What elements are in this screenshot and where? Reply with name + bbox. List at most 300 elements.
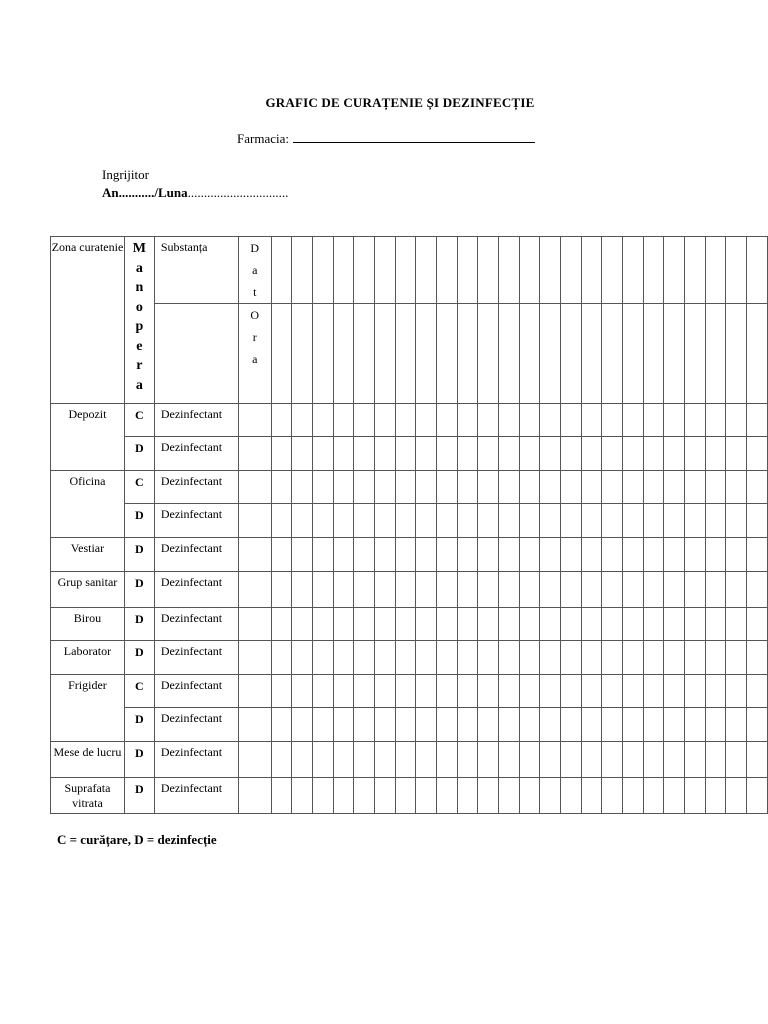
schedule-cell[interactable] [643,742,664,778]
schedule-cell[interactable] [581,572,602,608]
schedule-cell[interactable] [375,237,396,304]
schedule-cell[interactable] [643,471,664,504]
schedule-cell[interactable] [395,404,416,437]
schedule-cell[interactable] [519,708,540,742]
schedule-cell[interactable] [581,304,602,404]
schedule-cell[interactable] [623,538,644,572]
schedule-cell[interactable] [271,471,292,504]
schedule-cell[interactable] [561,742,582,778]
schedule-cell[interactable] [685,608,706,641]
schedule-cell[interactable] [602,504,623,538]
date-cell[interactable] [238,641,271,675]
schedule-cell[interactable] [292,504,313,538]
schedule-cell[interactable] [375,404,396,437]
schedule-cell[interactable] [519,404,540,437]
schedule-cell[interactable] [271,538,292,572]
schedule-cell[interactable] [375,504,396,538]
schedule-cell[interactable] [705,237,726,304]
schedule-cell[interactable] [705,538,726,572]
schedule-cell[interactable] [726,304,747,404]
schedule-cell[interactable] [437,437,458,471]
date-cell[interactable] [238,742,271,778]
schedule-cell[interactable] [457,237,478,304]
date-cell[interactable] [238,708,271,742]
schedule-cell[interactable] [271,237,292,304]
schedule-cell[interactable] [499,538,520,572]
schedule-cell[interactable] [705,504,726,538]
schedule-cell[interactable] [499,742,520,778]
schedule-cell[interactable] [271,708,292,742]
schedule-cell[interactable] [747,437,768,471]
schedule-cell[interactable] [747,675,768,708]
schedule-cell[interactable] [643,404,664,437]
schedule-cell[interactable] [375,471,396,504]
schedule-cell[interactable] [478,708,499,742]
schedule-cell[interactable] [395,708,416,742]
schedule-cell[interactable] [540,538,561,572]
schedule-cell[interactable] [623,304,644,404]
schedule-cell[interactable] [705,675,726,708]
date-cell[interactable] [238,538,271,572]
schedule-cell[interactable] [540,237,561,304]
date-cell[interactable] [238,778,271,814]
schedule-cell[interactable] [726,237,747,304]
schedule-cell[interactable] [499,304,520,404]
schedule-cell[interactable] [581,608,602,641]
schedule-cell[interactable] [292,404,313,437]
schedule-cell[interactable] [333,437,354,471]
schedule-cell[interactable] [643,778,664,814]
schedule-cell[interactable] [416,538,437,572]
schedule-cell[interactable] [664,778,685,814]
schedule-cell[interactable] [623,471,644,504]
schedule-cell[interactable] [602,641,623,675]
schedule-cell[interactable] [499,675,520,708]
schedule-cell[interactable] [416,742,437,778]
schedule-cell[interactable] [395,742,416,778]
schedule-cell[interactable] [705,437,726,471]
schedule-cell[interactable] [478,404,499,437]
schedule-cell[interactable] [685,404,706,437]
schedule-cell[interactable] [395,237,416,304]
schedule-cell[interactable] [540,778,561,814]
schedule-cell[interactable] [333,471,354,504]
schedule-cell[interactable] [664,641,685,675]
schedule-cell[interactable] [313,538,334,572]
schedule-cell[interactable] [375,304,396,404]
schedule-cell[interactable] [747,708,768,742]
schedule-cell[interactable] [457,538,478,572]
schedule-cell[interactable] [581,471,602,504]
schedule-cell[interactable] [416,504,437,538]
schedule-cell[interactable] [292,675,313,708]
schedule-cell[interactable] [457,675,478,708]
schedule-cell[interactable] [602,404,623,437]
schedule-cell[interactable] [457,608,478,641]
schedule-cell[interactable] [726,572,747,608]
schedule-cell[interactable] [333,504,354,538]
schedule-cell[interactable] [519,504,540,538]
schedule-cell[interactable] [561,572,582,608]
schedule-cell[interactable] [623,404,644,437]
schedule-cell[interactable] [437,471,458,504]
schedule-cell[interactable] [705,304,726,404]
an-dots[interactable]: ........... [118,185,155,200]
schedule-cell[interactable] [354,778,375,814]
schedule-cell[interactable] [457,437,478,471]
schedule-cell[interactable] [271,675,292,708]
schedule-cell[interactable] [685,437,706,471]
schedule-cell[interactable] [354,572,375,608]
schedule-cell[interactable] [457,742,478,778]
schedule-cell[interactable] [685,237,706,304]
schedule-cell[interactable] [375,608,396,641]
schedule-cell[interactable] [726,437,747,471]
schedule-cell[interactable] [726,708,747,742]
schedule-cell[interactable] [540,641,561,675]
schedule-cell[interactable] [602,572,623,608]
schedule-cell[interactable] [499,437,520,471]
schedule-cell[interactable] [519,538,540,572]
date-cell[interactable] [238,675,271,708]
schedule-cell[interactable] [354,504,375,538]
schedule-cell[interactable] [623,237,644,304]
schedule-cell[interactable] [457,572,478,608]
schedule-cell[interactable] [705,708,726,742]
schedule-cell[interactable] [416,572,437,608]
schedule-cell[interactable] [664,572,685,608]
schedule-cell[interactable] [685,572,706,608]
schedule-cell[interactable] [685,778,706,814]
schedule-cell[interactable] [726,778,747,814]
schedule-cell[interactable] [685,304,706,404]
schedule-cell[interactable] [705,572,726,608]
schedule-cell[interactable] [602,778,623,814]
schedule-cell[interactable] [664,675,685,708]
schedule-cell[interactable] [437,708,458,742]
schedule-cell[interactable] [292,608,313,641]
schedule-cell[interactable] [437,641,458,675]
schedule-cell[interactable] [623,708,644,742]
schedule-cell[interactable] [395,504,416,538]
schedule-cell[interactable] [519,471,540,504]
schedule-cell[interactable] [478,237,499,304]
schedule-cell[interactable] [271,778,292,814]
schedule-cell[interactable] [375,778,396,814]
farmacia-blank-line[interactable] [293,130,535,143]
schedule-cell[interactable] [747,538,768,572]
schedule-cell[interactable] [664,471,685,504]
date-cell[interactable] [238,572,271,608]
schedule-cell[interactable] [726,742,747,778]
schedule-cell[interactable] [292,641,313,675]
schedule-cell[interactable] [726,641,747,675]
schedule-cell[interactable] [271,437,292,471]
schedule-cell[interactable] [643,572,664,608]
schedule-cell[interactable] [540,572,561,608]
schedule-cell[interactable] [499,471,520,504]
schedule-cell[interactable] [499,237,520,304]
schedule-cell[interactable] [747,778,768,814]
schedule-cell[interactable] [540,675,561,708]
schedule-cell[interactable] [519,572,540,608]
schedule-cell[interactable] [664,404,685,437]
schedule-cell[interactable] [478,304,499,404]
schedule-cell[interactable] [623,572,644,608]
schedule-cell[interactable] [747,504,768,538]
schedule-cell[interactable] [416,237,437,304]
schedule-cell[interactable] [457,304,478,404]
schedule-cell[interactable] [395,675,416,708]
schedule-cell[interactable] [643,675,664,708]
schedule-cell[interactable] [271,572,292,608]
schedule-cell[interactable] [602,538,623,572]
schedule-cell[interactable] [685,641,706,675]
schedule-cell[interactable] [437,572,458,608]
schedule-cell[interactable] [664,742,685,778]
schedule-cell[interactable] [643,304,664,404]
schedule-cell[interactable] [271,641,292,675]
schedule-cell[interactable] [499,641,520,675]
schedule-cell[interactable] [602,237,623,304]
schedule-cell[interactable] [354,437,375,471]
schedule-cell[interactable] [602,437,623,471]
schedule-cell[interactable] [292,471,313,504]
schedule-cell[interactable] [333,778,354,814]
schedule-cell[interactable] [747,608,768,641]
schedule-cell[interactable] [333,608,354,641]
schedule-cell[interactable] [478,471,499,504]
schedule-cell[interactable] [354,708,375,742]
schedule-cell[interactable] [416,304,437,404]
schedule-cell[interactable] [643,437,664,471]
schedule-cell[interactable] [726,504,747,538]
luna-dots[interactable]: ............................... [187,185,289,200]
schedule-cell[interactable] [457,404,478,437]
schedule-cell[interactable] [333,404,354,437]
schedule-cell[interactable] [478,641,499,675]
schedule-cell[interactable] [602,742,623,778]
schedule-cell[interactable] [333,304,354,404]
schedule-cell[interactable] [333,641,354,675]
schedule-cell[interactable] [354,237,375,304]
schedule-cell[interactable] [313,471,334,504]
schedule-cell[interactable] [292,538,313,572]
schedule-cell[interactable] [623,437,644,471]
schedule-cell[interactable] [664,708,685,742]
schedule-cell[interactable] [726,538,747,572]
schedule-cell[interactable] [354,641,375,675]
schedule-cell[interactable] [747,471,768,504]
schedule-cell[interactable] [747,742,768,778]
schedule-cell[interactable] [664,437,685,471]
schedule-cell[interactable] [726,675,747,708]
schedule-cell[interactable] [395,304,416,404]
schedule-cell[interactable] [643,608,664,641]
schedule-cell[interactable] [437,237,458,304]
schedule-cell[interactable] [375,742,396,778]
schedule-cell[interactable] [685,538,706,572]
schedule-cell[interactable] [623,504,644,538]
schedule-cell[interactable] [726,608,747,641]
schedule-cell[interactable] [292,708,313,742]
schedule-cell[interactable] [664,538,685,572]
schedule-cell[interactable] [292,778,313,814]
schedule-cell[interactable] [540,304,561,404]
schedule-cell[interactable] [705,608,726,641]
schedule-cell[interactable] [561,608,582,641]
schedule-cell[interactable] [499,572,520,608]
schedule-cell[interactable] [747,304,768,404]
schedule-cell[interactable] [375,572,396,608]
schedule-cell[interactable] [437,504,458,538]
schedule-cell[interactable] [313,404,334,437]
schedule-cell[interactable] [437,538,458,572]
schedule-cell[interactable] [540,742,561,778]
schedule-cell[interactable] [478,437,499,471]
schedule-cell[interactable] [643,538,664,572]
schedule-cell[interactable] [416,608,437,641]
schedule-cell[interactable] [271,304,292,404]
schedule-cell[interactable] [437,304,458,404]
schedule-cell[interactable] [705,641,726,675]
schedule-cell[interactable] [643,504,664,538]
schedule-cell[interactable] [747,237,768,304]
schedule-cell[interactable] [561,778,582,814]
schedule-cell[interactable] [705,471,726,504]
schedule-cell[interactable] [437,675,458,708]
schedule-cell[interactable] [581,641,602,675]
schedule-cell[interactable] [478,608,499,641]
schedule-cell[interactable] [313,237,334,304]
schedule-cell[interactable] [519,437,540,471]
schedule-cell[interactable] [643,641,664,675]
schedule-cell[interactable] [540,504,561,538]
schedule-cell[interactable] [457,504,478,538]
schedule-cell[interactable] [540,608,561,641]
schedule-cell[interactable] [313,504,334,538]
schedule-cell[interactable] [313,675,334,708]
schedule-cell[interactable] [354,538,375,572]
schedule-cell[interactable] [561,675,582,708]
schedule-cell[interactable] [519,608,540,641]
schedule-cell[interactable] [519,778,540,814]
schedule-cell[interactable] [499,708,520,742]
schedule-cell[interactable] [581,778,602,814]
schedule-cell[interactable] [416,778,437,814]
schedule-cell[interactable] [540,471,561,504]
schedule-cell[interactable] [437,404,458,437]
schedule-cell[interactable] [313,708,334,742]
schedule-cell[interactable] [416,471,437,504]
schedule-cell[interactable] [685,742,706,778]
schedule-cell[interactable] [519,675,540,708]
schedule-cell[interactable] [354,742,375,778]
schedule-cell[interactable] [519,304,540,404]
schedule-cell[interactable] [581,237,602,304]
schedule-cell[interactable] [561,641,582,675]
schedule-cell[interactable] [333,572,354,608]
schedule-cell[interactable] [581,437,602,471]
schedule-cell[interactable] [747,404,768,437]
schedule-cell[interactable] [292,742,313,778]
schedule-cell[interactable] [540,708,561,742]
schedule-cell[interactable] [271,742,292,778]
schedule-cell[interactable] [395,608,416,641]
schedule-cell[interactable] [313,641,334,675]
schedule-cell[interactable] [416,675,437,708]
schedule-cell[interactable] [271,404,292,437]
schedule-cell[interactable] [664,504,685,538]
schedule-cell[interactable] [561,538,582,572]
schedule-cell[interactable] [664,237,685,304]
schedule-cell[interactable] [457,778,478,814]
schedule-cell[interactable] [561,437,582,471]
schedule-cell[interactable] [395,538,416,572]
schedule-cell[interactable] [292,237,313,304]
schedule-cell[interactable] [561,237,582,304]
schedule-cell[interactable] [271,504,292,538]
schedule-cell[interactable] [333,675,354,708]
schedule-cell[interactable] [726,404,747,437]
schedule-cell[interactable] [375,675,396,708]
schedule-cell[interactable] [395,778,416,814]
schedule-cell[interactable] [292,437,313,471]
schedule-cell[interactable] [395,572,416,608]
schedule-cell[interactable] [705,742,726,778]
schedule-cell[interactable] [561,471,582,504]
schedule-cell[interactable] [602,708,623,742]
schedule-cell[interactable] [623,675,644,708]
schedule-cell[interactable] [333,538,354,572]
schedule-cell[interactable] [499,404,520,437]
schedule-cell[interactable] [395,471,416,504]
schedule-cell[interactable] [416,404,437,437]
schedule-cell[interactable] [354,404,375,437]
schedule-cell[interactable] [478,742,499,778]
schedule-cell[interactable] [602,304,623,404]
schedule-cell[interactable] [602,471,623,504]
schedule-cell[interactable] [540,404,561,437]
schedule-cell[interactable] [333,708,354,742]
schedule-cell[interactable] [623,778,644,814]
date-cell[interactable] [238,471,271,504]
schedule-cell[interactable] [581,404,602,437]
schedule-cell[interactable] [561,404,582,437]
schedule-cell[interactable] [354,675,375,708]
schedule-cell[interactable] [664,608,685,641]
schedule-cell[interactable] [499,504,520,538]
schedule-cell[interactable] [623,641,644,675]
schedule-cell[interactable] [519,742,540,778]
schedule-cell[interactable] [581,675,602,708]
schedule-cell[interactable] [478,572,499,608]
schedule-cell[interactable] [416,708,437,742]
schedule-cell[interactable] [581,708,602,742]
date-cell[interactable] [238,608,271,641]
schedule-cell[interactable] [478,538,499,572]
schedule-cell[interactable] [602,675,623,708]
schedule-cell[interactable] [561,504,582,538]
schedule-cell[interactable] [437,742,458,778]
schedule-cell[interactable] [333,742,354,778]
schedule-cell[interactable] [478,504,499,538]
schedule-cell[interactable] [354,608,375,641]
schedule-cell[interactable] [313,437,334,471]
schedule-cell[interactable] [354,471,375,504]
schedule-cell[interactable] [457,708,478,742]
date-cell[interactable] [238,504,271,538]
